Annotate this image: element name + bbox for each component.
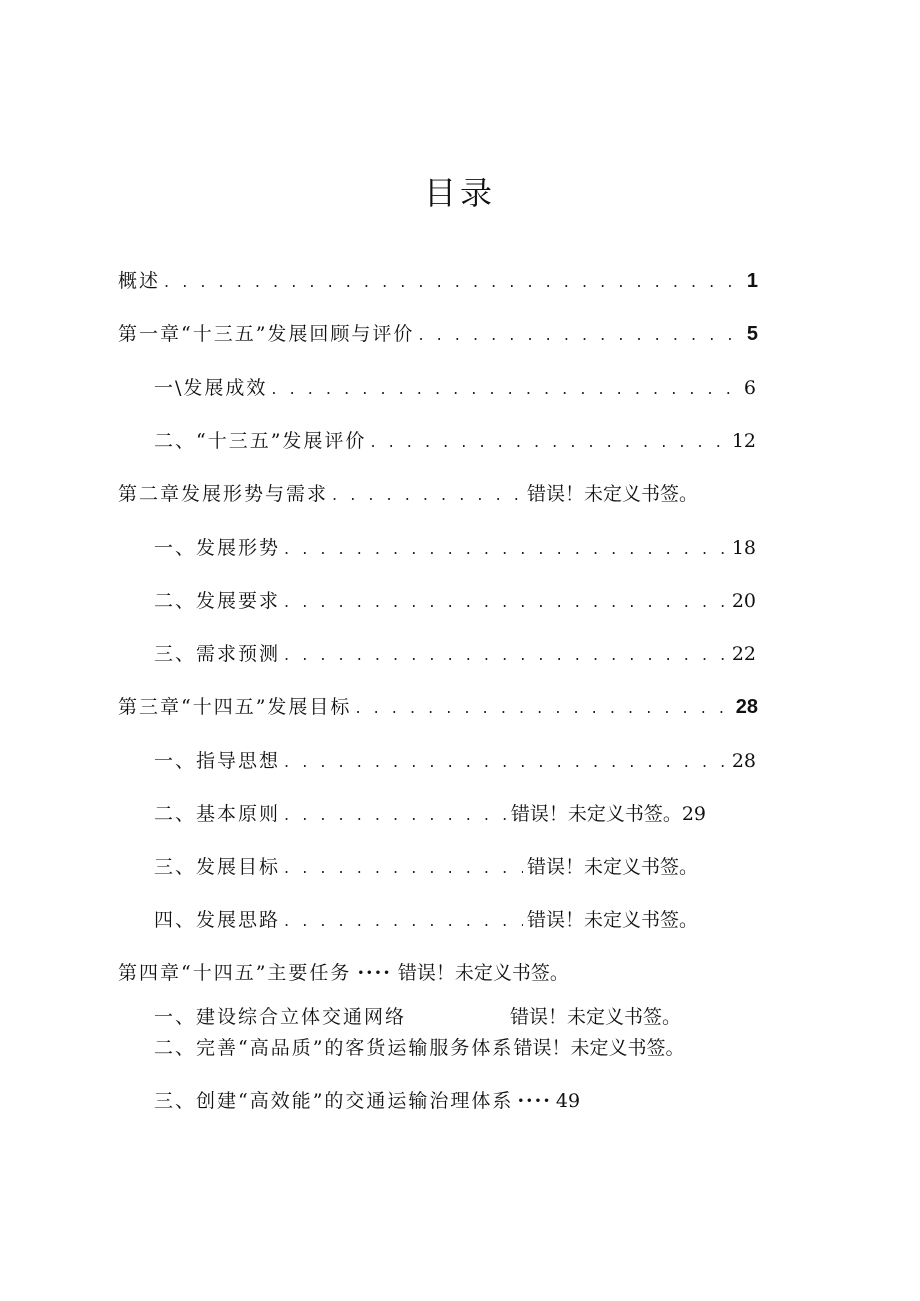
- dot-leader: [284, 536, 728, 562]
- dot-leader: [284, 908, 523, 934]
- dot-leader: [332, 482, 523, 508]
- toc-entry-page: 18: [731, 537, 756, 559]
- toc-entry-label: 一\发展成效: [154, 377, 268, 399]
- dot-leader: [284, 642, 728, 668]
- toc-entry[interactable]: [154, 748, 756, 774]
- toc-entry[interactable]: [154, 1088, 580, 1114]
- toc-entry[interactable]: [154, 535, 756, 561]
- toc-entry[interactable]: [154, 854, 698, 880]
- toc-entry-label: 二、发展要求: [154, 590, 281, 612]
- toc-entry-page: 错误！未定义书签。: [397, 962, 569, 984]
- toc-entry[interactable]: [154, 375, 756, 401]
- toc-entry-label: 第一章“十三五”发展回顾与评价: [118, 323, 415, 345]
- toc-entry-label: 三、需求预测: [154, 643, 281, 665]
- toc-entry[interactable]: [154, 907, 698, 933]
- toc-entry[interactable]: [154, 1004, 681, 1030]
- toc-entry[interactable]: [118, 694, 758, 720]
- toc-entry-page: 49: [555, 1090, 581, 1112]
- dot-leader: [418, 322, 742, 348]
- toc-entry-page: 错误！未定义书签。: [526, 856, 698, 878]
- toc-entry-page: 1: [746, 270, 758, 292]
- toc-entry-label: 二、“十三五”发展评价: [154, 430, 367, 452]
- toc-entry[interactable]: [154, 801, 706, 827]
- toc-entry-page: 6: [743, 377, 756, 399]
- toc-entry-label: 第二章发展形势与需求: [118, 483, 329, 505]
- toc-entry-label: 第四章“十四五”主要任务: [118, 962, 352, 984]
- toc-entry-label: 一、发展形势: [154, 537, 281, 559]
- dot-leader: [370, 429, 727, 455]
- toc-entry-page: 28: [735, 696, 758, 718]
- toc-entry[interactable]: [154, 641, 756, 667]
- toc-entry-label: 一、建设综合立体交通网络: [154, 1006, 407, 1028]
- dot-leader: ····: [517, 1090, 552, 1112]
- toc-entry-page: 12: [731, 430, 756, 452]
- toc-entry-label: 二、完善“高品质”的客货运输服务体系: [154, 1037, 514, 1059]
- dot-leader: [284, 589, 728, 615]
- toc-entry[interactable]: [154, 1035, 684, 1061]
- toc-entry-label: 第三章“十四五”发展目标: [118, 696, 352, 718]
- toc-entry-page: 5: [746, 323, 758, 345]
- toc-entry[interactable]: [118, 960, 569, 986]
- dot-leader: [355, 695, 731, 721]
- dot-leader: [284, 749, 728, 775]
- toc-entry[interactable]: [154, 428, 756, 454]
- toc-entry[interactable]: [154, 588, 756, 614]
- toc-entry-page: 错误！未定义书签。: [513, 1037, 685, 1059]
- toc-entry-label: 四、发展思路: [154, 909, 281, 931]
- dot-leader: [284, 802, 507, 828]
- toc-entry[interactable]: [118, 321, 758, 347]
- toc-entry-page: 错误！未定义书签。: [526, 483, 698, 505]
- toc-entry-page: 错误！未定义书签。: [526, 909, 698, 931]
- toc-entry[interactable]: [118, 268, 758, 294]
- toc-entry-page: 20: [731, 590, 756, 612]
- toc-entry-label: 一、指导思想: [154, 750, 281, 772]
- toc-entry-page: 错误！未定义书签。29: [510, 803, 706, 825]
- dot-leader: [284, 855, 523, 881]
- toc-entry-label: 概述: [118, 270, 161, 292]
- toc-entry[interactable]: [118, 481, 698, 507]
- toc-entry-label: 三、发展目标: [154, 856, 281, 878]
- toc-entry-page: 22: [731, 643, 756, 665]
- toc-entry-page: 28: [731, 750, 756, 772]
- dot-leader: [164, 269, 743, 295]
- toc-entry-label: 三、创建“高效能”的交通运输治理体系: [154, 1090, 514, 1112]
- toc-title: 目录: [423, 174, 496, 212]
- toc-entry-page: 错误！未定义书签。: [510, 1006, 682, 1028]
- dot-leader: ····: [357, 962, 392, 984]
- dot-leader: [271, 376, 740, 402]
- toc-entry-label: 二、基本原则: [154, 803, 281, 825]
